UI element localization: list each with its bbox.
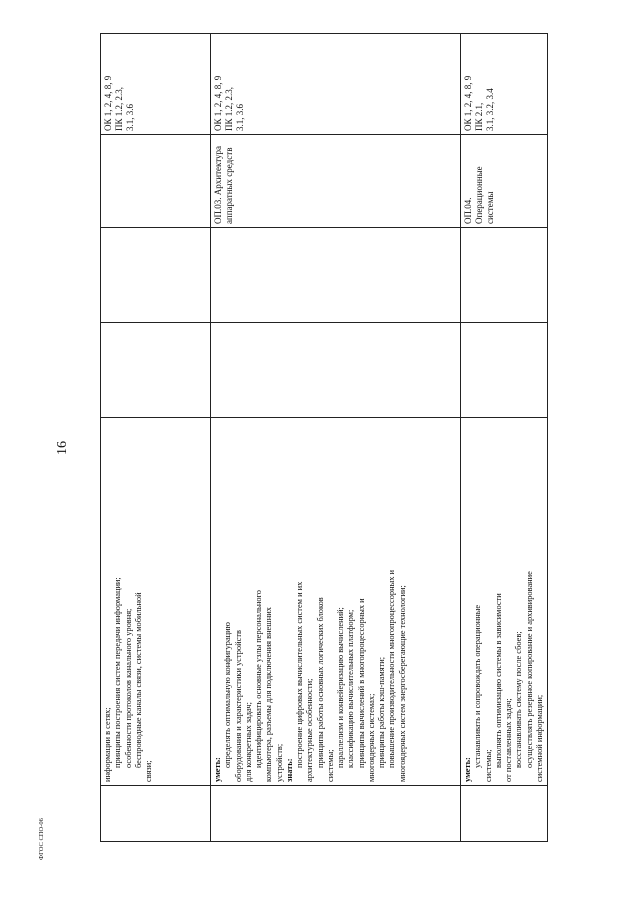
content-cell [211,418,461,786]
competency-code: ПК 1.2, 2.3, [223,86,234,131]
content-line: выполнять оптимизацию системы в зависимости [493,593,503,768]
content-cell [461,418,548,786]
content-line: системной информации; [534,694,544,782]
curriculum-table [100,33,548,842]
content-line: уметь: [213,757,222,782]
competency-code: ОК 1, 2, 4, 8, 9 [103,75,113,131]
content-line: архитектурные особенности; [305,678,315,782]
index-cell [101,786,211,842]
competency-code: ОК 1, 2, 4, 8, 9 [463,75,473,131]
competencies-cell [101,34,211,135]
content-line: построение цифровых вычислительных систем и их [295,581,304,768]
content-line: особенности протоколов канального уровня; [123,608,133,768]
content-line: уметь: [463,757,472,782]
content-line: беспроводные каналы связи, системы мобильной [133,592,143,768]
table-row [461,34,548,842]
content-line: многоядерных системах; [366,693,376,782]
content-line: системы; [325,749,335,782]
content-line: связи; [144,760,153,782]
content-line: информации в сетях; [103,707,112,782]
rotated-table-container [100,34,544,842]
competency-code: 3.1, 3.6 [234,104,245,131]
content-line: параллелизм и конвейеризацию вычислений; [336,607,345,768]
discipline-cell [101,135,211,228]
content-line: восстанавливать систему после сбоев; [514,631,524,768]
competency-code: ПК 1.2, 2.3, [113,86,124,131]
content-line: знать: [284,758,294,782]
content-line: системы; [483,749,493,782]
hours-cell [461,323,548,418]
table-row [211,34,461,842]
content-line: принципы работы кэш-памяти; [377,656,386,768]
index-cell [211,786,461,842]
content-line: для конкретных задач; [243,702,253,782]
content-line: определять оптимальную конфигурацию [223,622,233,768]
competency-code: ОК 1, 2, 4, 8, 9 [213,75,223,131]
index-cell [461,786,548,842]
footer-code: ФГОС СПО-06 [38,818,45,860]
content-line: принципы вычислений в многопроцессорных и [356,598,366,768]
content-line: классификацию вычислительных платформ; [346,609,356,768]
discipline-cell [211,135,461,228]
content-line: идентифицировать основные узлы персонального [254,590,263,768]
content-line: устанавливать и сопровождать операционные [473,604,483,768]
table-row [101,34,211,842]
competency-code: 3.1, 3.2, 3.4 [484,88,495,131]
hours-cell [101,228,211,323]
competencies-cell [461,34,548,135]
content-line: принципы построения систем передачи информации; [113,577,123,768]
content-line: оборудования и характеристики устройств [233,630,243,782]
content-line: многоядерных систем энергосберегающие технологии; [397,585,407,782]
content-line: осуществлять резервное копирование и архивирование [524,571,534,768]
hours-cell [101,323,211,418]
discipline-cell [461,135,548,228]
content-line: компьютера, разъемы для подключения внешних [264,607,274,782]
hours-cell [211,323,461,418]
content-line: принципы работы основных логических блоков [315,597,325,768]
landscape-table-wrap [100,34,544,842]
page-number: 16 [55,441,70,455]
competency-code: 3.1, 3.6 [124,104,135,131]
competency-code: ПК 2.1, [473,102,484,131]
discipline-name: ОП.04. Операционные системы [463,166,495,224]
content-line: повышение производительности многопроцессорных и [387,570,397,768]
competencies-cell [211,34,461,135]
content-line: от поставленных задач; [504,698,513,782]
discipline-name: ОП.03. Архитектура аппаратных средств [213,145,234,224]
content-line: устройств; [274,743,284,782]
hours-cell [461,228,548,323]
hours-cell [211,228,461,323]
content-cell [101,418,211,786]
